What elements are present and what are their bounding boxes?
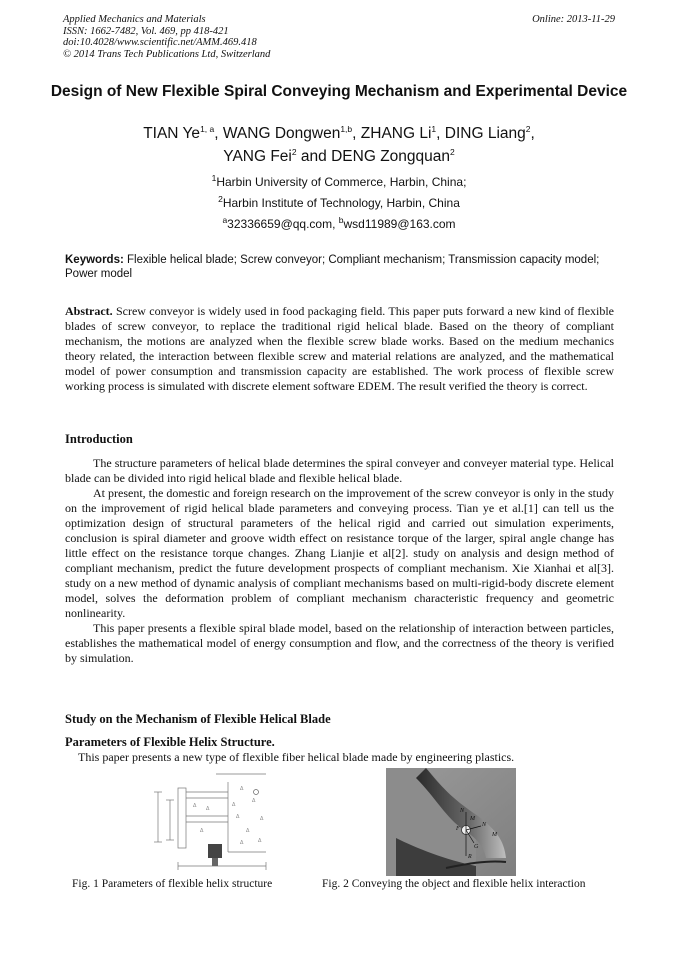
author-name: DENG Zongquan <box>331 148 451 165</box>
fig2-label: N <box>460 808 465 814</box>
subsection-heading: Parameters of Flexible Helix Structure. <box>65 735 275 749</box>
svg-text:Δ: Δ <box>240 840 244 846</box>
author-name: WANG Dongwen <box>222 125 341 142</box>
figure-2-caption: Fig. 2 Conveying the object and flexible helix interaction <box>322 878 586 890</box>
intro-paragraph-3: This paper presents a flexible spiral blade model, based on the relationship of interaction between particles, establishes the mathematical model of energy consumption and flow, and the correctness of the theory is verified by simulation. <box>65 621 614 665</box>
svg-text:Δ: Δ <box>236 814 240 820</box>
author-sup: 1 <box>431 123 437 134</box>
figure-2-image <box>386 768 516 876</box>
email-a: 32336659@qq.com, <box>227 217 336 231</box>
fig2-label: M <box>470 816 475 822</box>
figure-1-diagram <box>148 772 278 874</box>
svg-text:Δ: Δ <box>232 802 236 808</box>
copyright-line: © 2014 Trans Tech Publications Ltd, Switzerland <box>63 48 271 60</box>
abstract <box>65 304 614 394</box>
affiliation-text: Harbin University of Commerce, Harbin, China; <box>216 175 467 189</box>
author-sup: 2 <box>450 146 455 157</box>
author-name: YANG Fei <box>223 148 292 165</box>
keywords-label: Keywords: <box>65 254 124 266</box>
abstract-label: Abstract. <box>65 304 113 318</box>
online-date: Online: 2013-11-29 <box>532 14 615 25</box>
author-sup: 1,b <box>340 123 353 134</box>
journal-name: Applied Mechanics and Materials <box>63 14 206 25</box>
affiliation-1 <box>40 175 638 189</box>
introduction-heading: Introduction <box>65 432 133 446</box>
author-emails <box>40 217 638 231</box>
author-name: DING Liang <box>444 125 526 142</box>
svg-text:Δ: Δ <box>246 828 250 834</box>
email-sup: a <box>222 215 228 225</box>
author-name: ZHANG Li <box>360 125 432 142</box>
keywords-text: Flexible helical blade; Screw conveyor; Compliant mechanism; Transmission capacity model; Power model <box>65 254 600 280</box>
fig2-label: G <box>474 844 479 850</box>
abstract-text: Screw conveyor is widely used in food packaging field. This paper puts forward a new kind of flexible blades of screw conveyor, to replace the traditional rigid helical blade. Based on the theory of compliant mechanism, the motions are analyzed when the flexible screw blade works. Based on the medium mechanics theory related, the interaction between flexible screw and material relations are analyzed, and the mathematical model of power consumption and transmission capacity are established. The work process of flexible screw working process is simulated with discrete element software EDEM. The result verified the theory is correct. <box>65 304 615 393</box>
issn-line: ISSN: 1662-7482, Vol. 469, pp 418-421 <box>63 25 229 37</box>
author-sup: 2 <box>525 123 531 134</box>
intro-paragraph-2: At present, the domestic and foreign research on the improvement of the screw conveyor is only in the study on the improvement of rigid helical blade parameters and conveying process. Tian ye et al.[1] can tell us the optimization design of structural parameters of the helical rigid and carried out simulation experiments, conclusion is spiral diameter and groove width effect on resistance torque of the larger, spiral angle change has little effect on the resistance torque changes. Zhang Lianjie et al[2]. study on analysis and design method of compliant mechanism, predict the future development prospects of compliant mechanism. Xie Xianhai et al[3]. study on a new method of dynamic analysis of compliant mechanisms based on multi-rigid-body discrete element model, solves the deformation problem of compliant mechanism characteristic frequency and geometric nonlinearity. <box>65 486 614 620</box>
svg-text:Δ: Δ <box>193 803 197 809</box>
section-heading: Study on the Mechanism of Flexible Helical Blade <box>65 712 331 726</box>
author-and: and <box>300 148 327 165</box>
author-sup: 1, a <box>200 123 215 134</box>
email-sup: b <box>338 215 344 225</box>
introduction-body <box>65 456 614 666</box>
fig2-label: M <box>492 832 497 838</box>
fig2-label: F <box>456 826 460 832</box>
authors-line-2 <box>40 147 638 167</box>
affiliation-sup: 1 <box>211 173 217 183</box>
section-text: This paper presents a new type of flexible fiber helical blade made by engineering plastics. <box>78 750 515 764</box>
authors-line-1: TIAN Ye$^{1, a}$, WANG Dongwen$^{1,b}$, ZHANG Li$^1$, DING Liang$^2$, <box>143 123 535 142</box>
paper-title: Design of New Flexible Spiral Conveying Mechanism and Experimental Device <box>50 83 628 100</box>
fig2-label: R <box>468 854 472 860</box>
affiliation-sup: 2 <box>218 194 223 204</box>
author-name: TIAN Ye <box>143 125 201 142</box>
intro-paragraph-1: The structure parameters of helical blade determines the spiral conveyer and conveyer material type. Helical blade can be divided into rigid helical blade and flexible helical blade. <box>65 456 614 485</box>
fig2-label: N <box>482 822 487 828</box>
svg-text:Δ: Δ <box>200 828 204 834</box>
figure-1-caption: Fig. 1 Parameters of flexible helix structure <box>72 878 273 890</box>
email-b: wsd11989@163.com <box>343 217 456 231</box>
journal-header <box>63 14 270 60</box>
svg-text:Δ: Δ <box>240 786 244 792</box>
svg-text:Δ: Δ <box>258 838 262 844</box>
affiliation-text: Harbin Institute of Technology, Harbin, China <box>222 196 460 210</box>
affiliation-2 <box>40 196 638 210</box>
svg-text:Δ: Δ <box>260 816 264 822</box>
keywords <box>65 253 614 281</box>
author-sup: 2 <box>291 146 297 157</box>
svg-text:Δ: Δ <box>252 798 256 804</box>
doi-line: doi:10.4028/www.scientific.net/AMM.469.418 <box>63 37 257 48</box>
svg-text:Δ: Δ <box>206 806 210 812</box>
